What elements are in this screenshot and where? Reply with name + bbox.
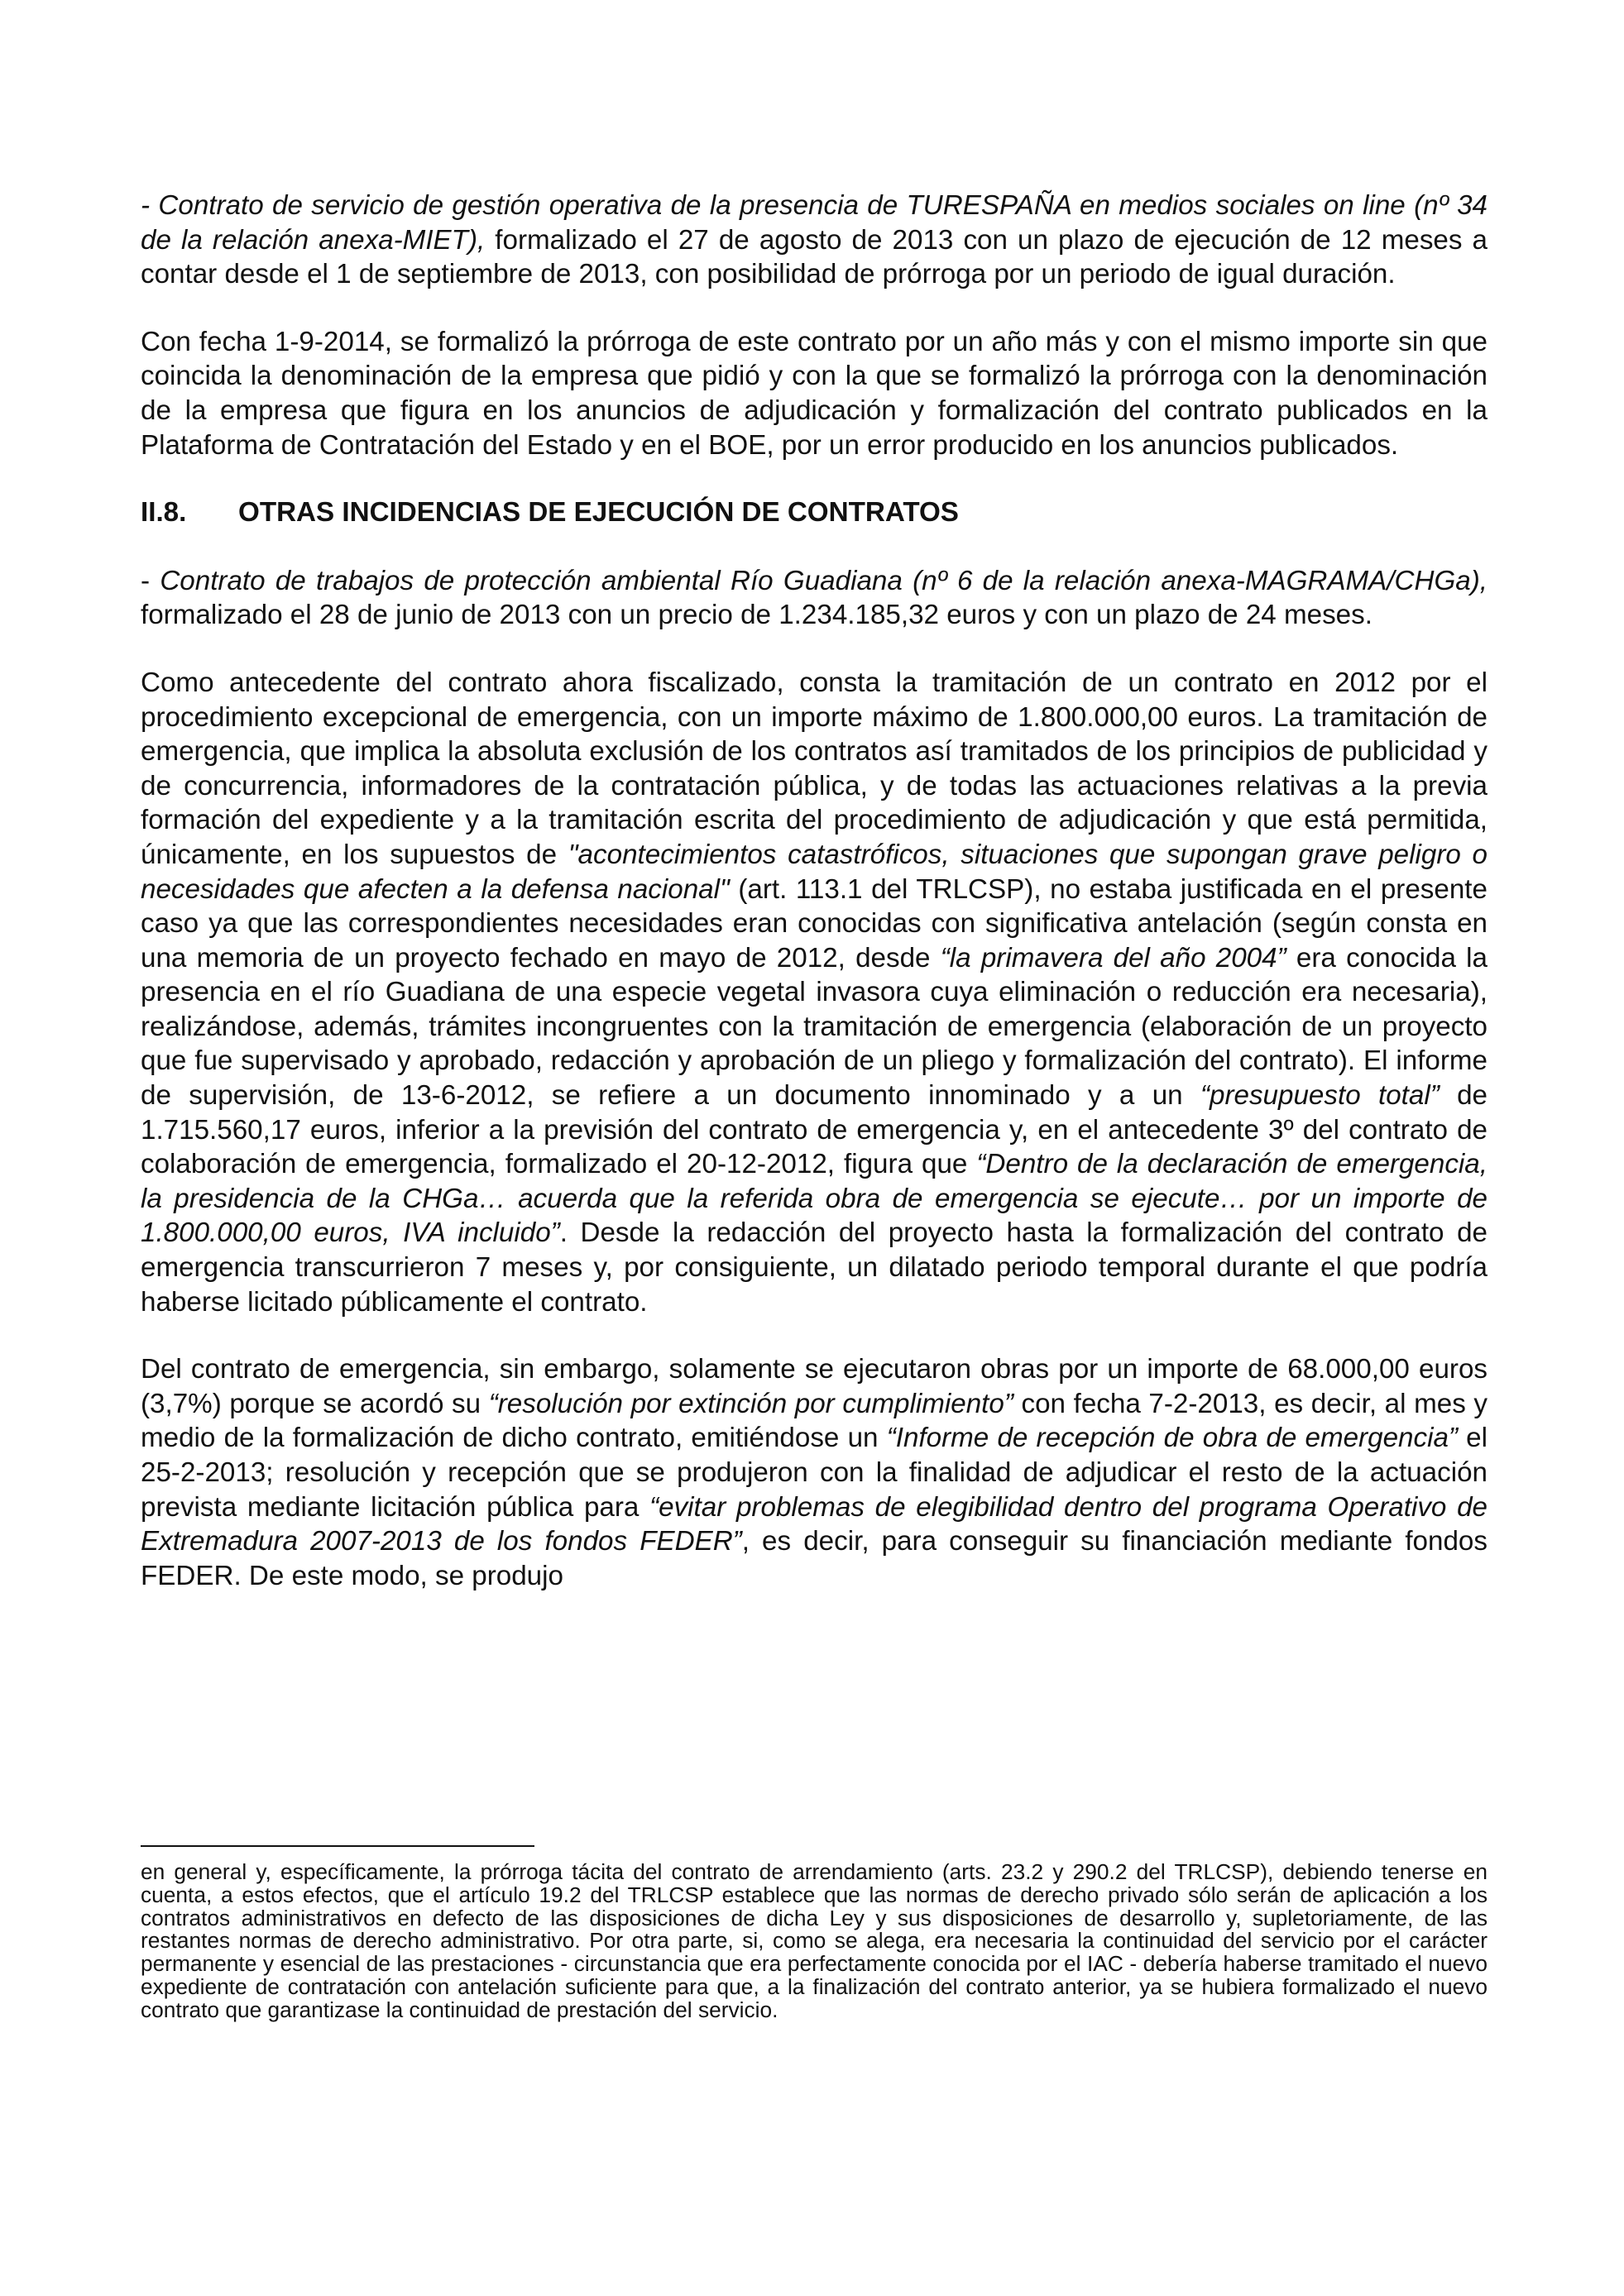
- quote-italic: "acontecimientos catastróficos, situaciones que supongan grave peligro o necesidades que afecten a la defensa nacional": [141, 839, 1487, 905]
- text-segment: Del contrato de emergencia, sin embargo, solamente se ejecutaron obras por un importe de 68.000,00 euros (3,7%) porque se acordó su: [141, 1354, 1487, 1419]
- text-segment: era conocida la presencia en el río Guadiana de una especie vegetal invasora cuya eliminación o reducción era necesaria), realizándose, además, trámites incongruentes con la tramitación de emergencia (elaboración de un proyecto que fue supervisado y aprobado, redacción y aprobación de un pliego y formalización del contrato). El informe de supervisión, de 13-6-2012, se refiere a un documento innominado y a un: [141, 942, 1488, 1112]
- quote-italic: “presupuesto total”: [1200, 1080, 1440, 1112]
- paragraph-text: formalizado el 28 de junio de 2013 con un precio de 1.234.185,32 euros y con un plazo de 24 meses.: [141, 600, 1372, 631]
- section-number: II.8.: [141, 497, 187, 529]
- section-heading: [141, 495, 1487, 530]
- quote-italic: “Dentro de la declaración de emergencia, la presidencia de la CHGa… acuerda que la referida obra de emergencia se ejecute… por un importe de 1.800.000,00 euros, IVA incluido”: [141, 1149, 1487, 1249]
- text-segment: (art. 113.1 del TRLCSP), no estaba justificada en el presente caso ya que las correspondientes necesidades eran conocidas con significativa antelación (según consta en una memoria de un proyecto fechado en mayo de 2012, desde: [141, 873, 1487, 973]
- quote-italic: “la primavera del año 2004”: [940, 942, 1286, 973]
- body-text: [141, 189, 1487, 1593]
- text-segment: Como antecedente del contrato ahora fiscalizado, consta la tramitación de un contrato en 2012 por el procedimiento excepcional de emergencia, con un importe máximo de 1.800.000,00 euros. La tramitación de emergencia, que implica la absoluta exclusión de los contratos así tramitados de los principios de publicidad y de concurrencia, informadores de la contratación pública, y de todas las actuaciones relativas a la previa formación del expediente y a la tramitación escrita del procedimiento de adjudicación y que está permitida, únicamente, en los supuestos de: [141, 667, 1487, 870]
- paragraph-text: formalizado el 27 de agosto de 2013 con un plazo de ejecución de 12 meses a contar desde el 1 de septiembre de 2013, con posibilidad de prórroga por un periodo de igual duración.: [141, 224, 1487, 290]
- text-segment: . Desde la redacción del proyecto hasta la formalización del contrato de emergencia transcurrieron 7 meses y, por consiguiente, un dilatado periodo temporal durante el que podría haberse licitado públicamente el contrato.: [141, 1217, 1487, 1318]
- paragraph-emergencia: [141, 1352, 1487, 1593]
- section-title: OTRAS INCIDENCIAS DE EJECUCIÓN DE CONTRATOS: [238, 497, 959, 529]
- paragraph-antecedente: [141, 666, 1487, 1319]
- paragraph-guadiana-contract: [141, 564, 1487, 633]
- footnote-separator: [141, 1845, 534, 1847]
- quote-italic: “evitar problemas de elegibilidad dentro del programa Operativo de Extremadura 2007-2013 de los fondos FEDER”: [141, 1491, 1488, 1557]
- contract-title-italic: Contrato de trabajos de protección ambiental Río Guadiana (nº 6 de la relación anexa-MAGRAMA/CHGa),: [160, 565, 1488, 596]
- paragraph-turespana-contract: [141, 189, 1487, 292]
- text-segment: con fecha 7-2-2013, es decir, al mes y medio de la formalización de dicho contrato, emitiéndose un: [141, 1388, 1487, 1454]
- text-segment: el 25-2-2013; resolución y recepción que se produjeron con la finalidad de adjudicar el resto de la actuación prevista mediante licitación pública para: [141, 1423, 1487, 1523]
- quote-italic: “resolución por extinción por cumplimiento”: [488, 1388, 1013, 1419]
- list-dash: -: [141, 565, 160, 596]
- quote-italic: “Informe de recepción de obra de emergencia”: [886, 1423, 1458, 1454]
- text-segment: de 1.715.560,17 euros, inferior a la previsión del contrato de emergencia y, en el antecedente 3º del contrato de colaboración de emergencia, formalizado el 20-12-2012, figura que: [141, 1080, 1488, 1180]
- footnote-text: en general y, específicamente, la prórroga tácita del contrato de arrendamiento (arts. 23.2 y 290.2 del TRLCSP), debiendo tenerse en cuenta, a estos efectos, que el artículo 19.2 del TRLCSP establece que las normas de derecho privado sólo serán de aplicación a los contratos administrativos en defecto de las disposiciones de dicha Ley y sus disposiciones de desarrollo y, supletoriamente, de las restantes normas de derecho administrativo. Por otra parte, si, como se alega, era necesaria la continuidad del servicio por el carácter permanente y esencial de las prestaciones - circunstancia que era perfectamente conocida por el IAC - debería haberse tramitado el nuevo expediente de contratación con antelación suficiente para que, a la finalización del contrato anterior, ya se hubiera formalizado el nuevo contrato que garantizase la continuidad de prestación del servicio.: [141, 1859, 1487, 2022]
- text-segment: , es decir, para conseguir su financiación mediante fondos FEDER. De este modo, se produjo: [141, 1526, 1487, 1591]
- contract-title-italic: - Contrato de servicio de gestión operativa de la presencia de TURESPAÑA en medios sociales on line (nº 34 de la relación anexa-MIET),: [141, 190, 1487, 256]
- paragraph-prorroga: Con fecha 1-9-2014, se formalizó la prórroga de este contrato por un año más y con el mismo importe sin que coincida la denominación de la empresa que pidió y con la que se formalizó la prórroga con la denominación de la empresa que figura en los anuncios de adjudicación y formalización del contrato publicados en la Plataforma de Contratación del Estado y en el BOE, por un error producido en los anuncios publicados.: [141, 326, 1487, 461]
